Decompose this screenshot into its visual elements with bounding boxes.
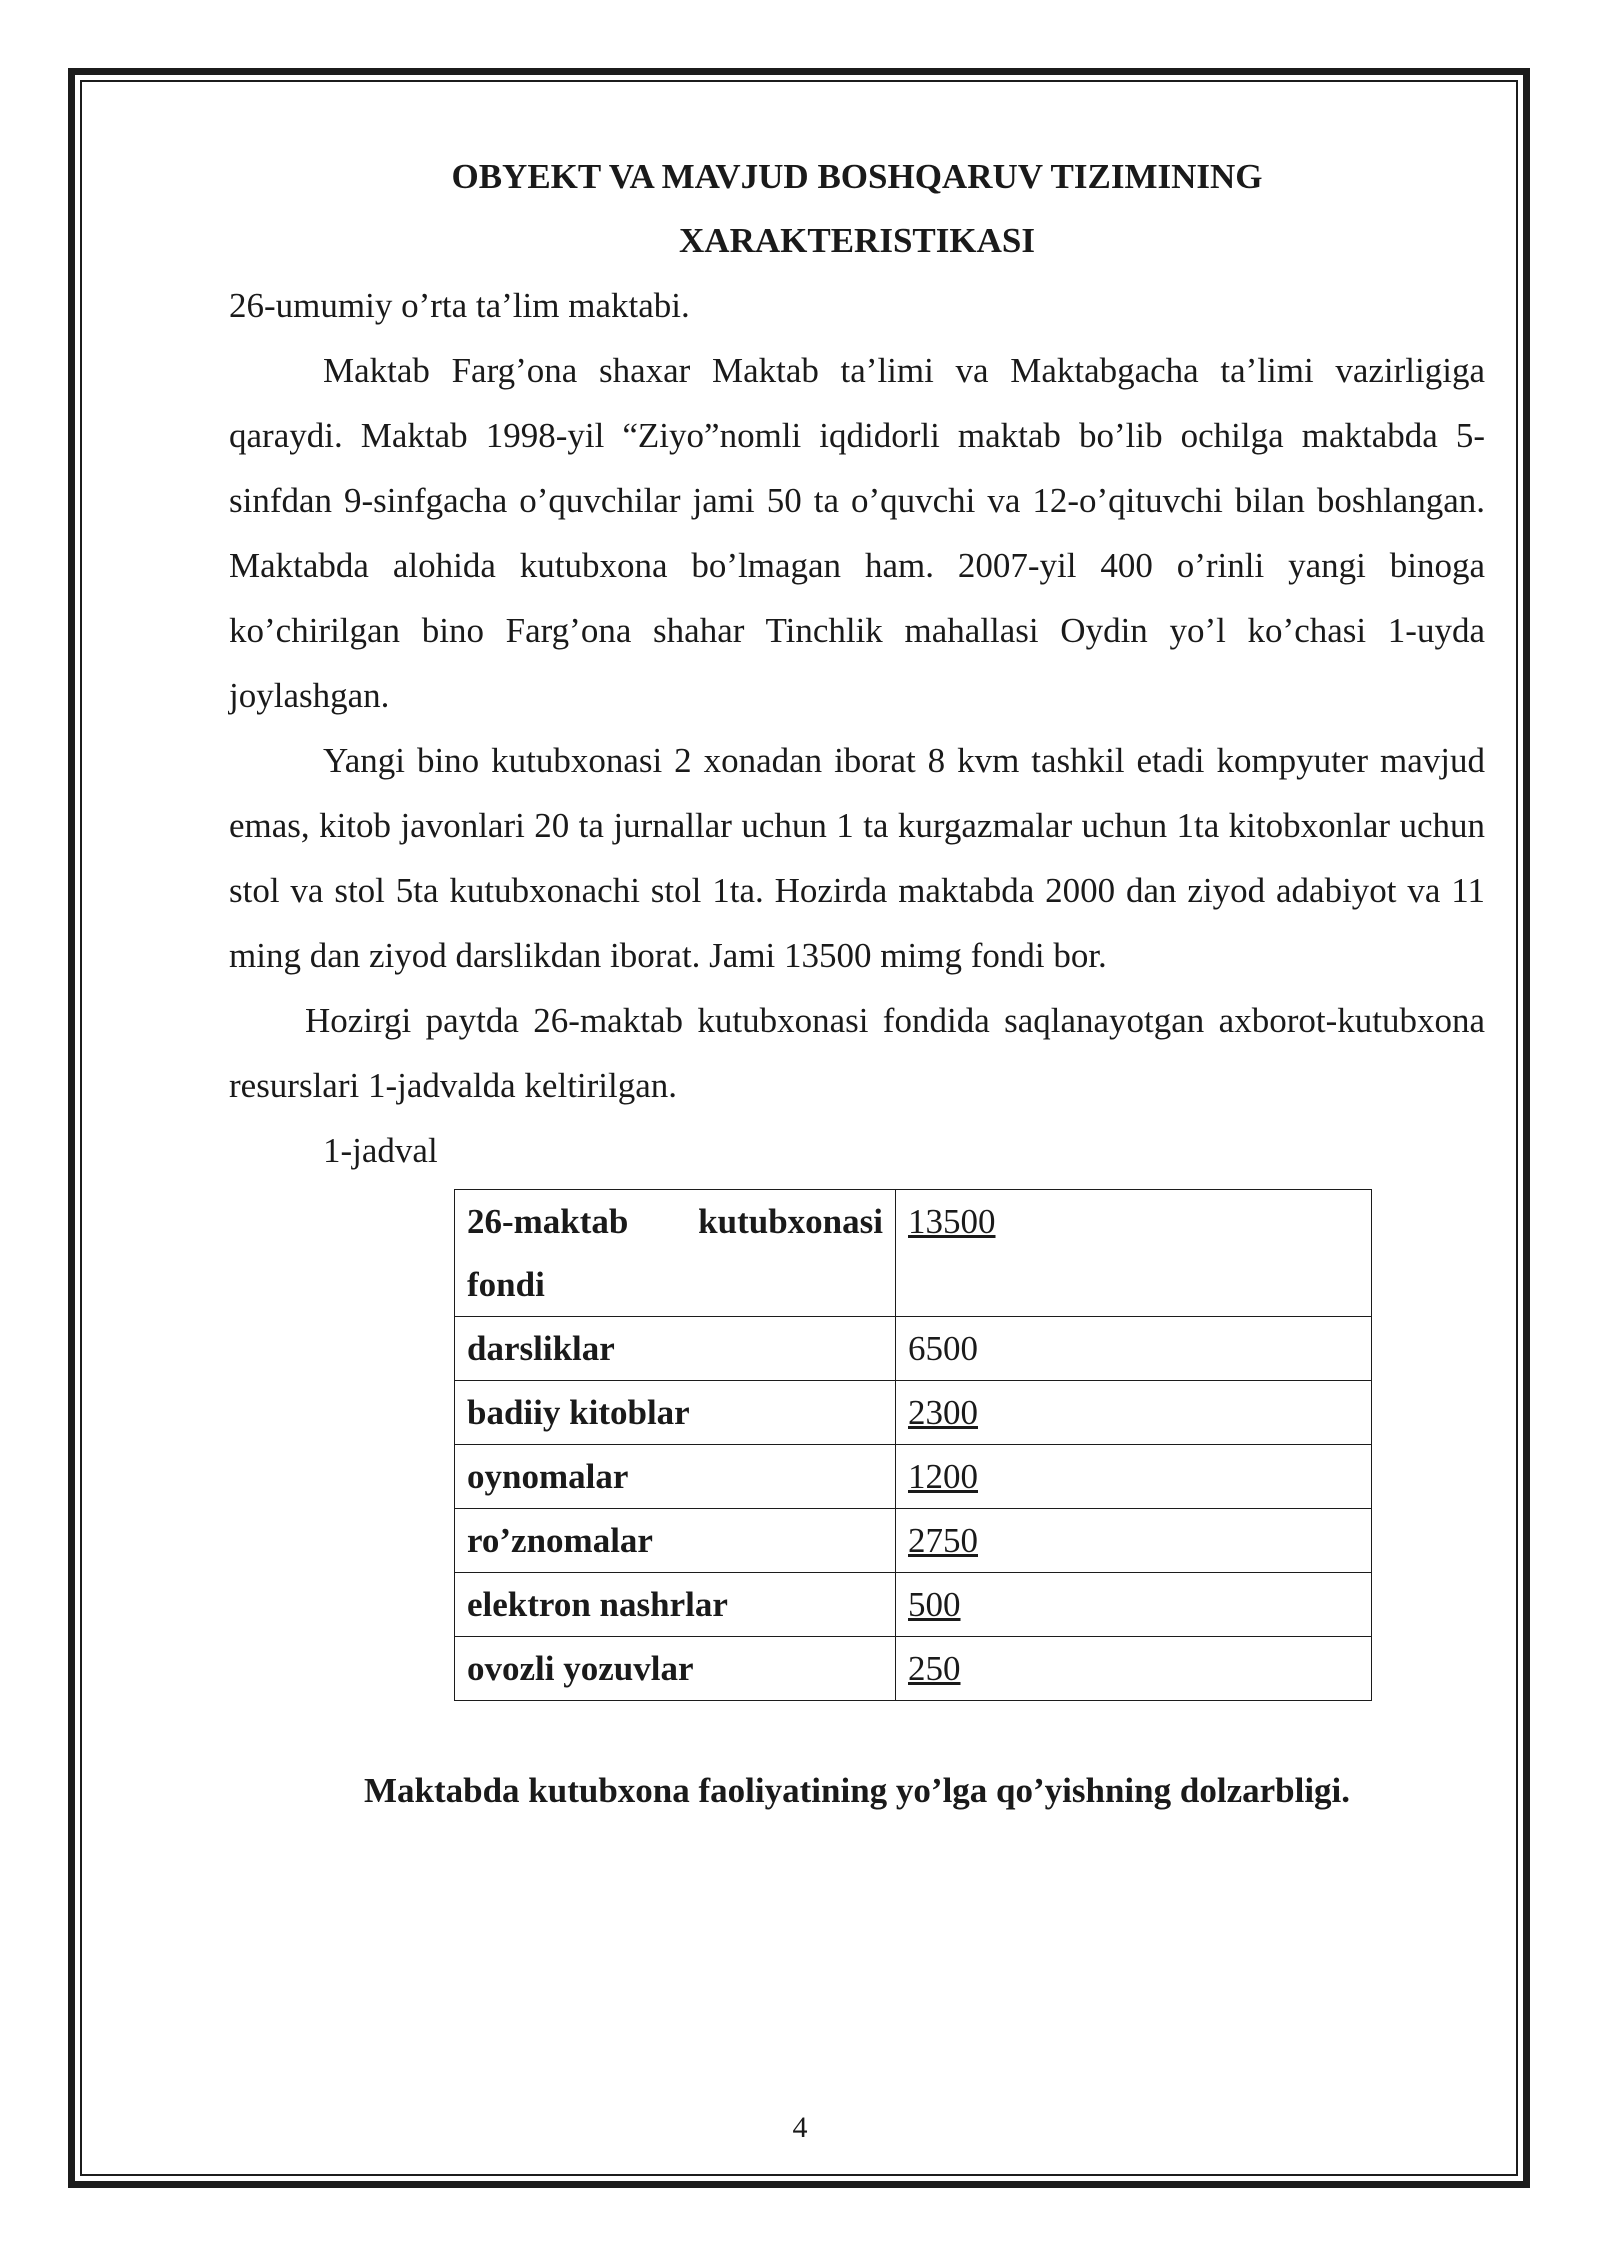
section-heading: Maktabda kutubxona faoliyatining yo’lga qo’yishning dolzarbligi. — [363, 1771, 1351, 1810]
table-row — [455, 1573, 1372, 1637]
table-cell-value: 1200 — [896, 1445, 1372, 1509]
table-caption: 1-jadval — [323, 1131, 438, 1170]
table-row — [455, 1381, 1372, 1445]
table-row — [455, 1317, 1372, 1381]
table-cell-value: 6500 — [896, 1317, 1372, 1381]
paragraph-3: Hozirgi paytda 26-maktab kutubxonasi fondida saqlanayotgan axborot-kutubxona resurslari 1-jadvalda keltirilgan. — [229, 1001, 1485, 1105]
table-cell-value: 2300 — [896, 1381, 1372, 1445]
table-cell-label: ovozli yozuvlar — [455, 1637, 896, 1701]
table-cell-label: elektron nashrlar — [455, 1573, 896, 1637]
table-cell-label: 26-maktab kutubxonasi fondi — [455, 1190, 896, 1317]
table-cell-label: oynomalar — [455, 1445, 896, 1509]
paragraph-1: Maktab Farg’ona shaxar Maktab ta’limi va Maktabgacha ta’limi vazirligiga qaraydi. Maktab 1998-yil “Ziyo”nomli iqdidorli maktab bo’lib ochilga maktabda 5-sinfdan 9-sinfgacha o’quvchilar jami 50 ta o’quvchi va 12-o’qituvchi bilan boshlangan. Maktabda alohida kutubxona bo’lmagan ham. 2007-yil 400 o’rinli yangi binoga ko’chirilgan bino Farg’ona shahar Tinchlik mahallasi Oydin yo’l ko’chasi 1-uyda joylashgan. — [229, 351, 1485, 715]
table-row — [455, 1445, 1372, 1509]
document-title-line2: XARAKTERISTIKASI — [679, 221, 1035, 260]
table-row — [455, 1509, 1372, 1573]
table-row — [455, 1637, 1372, 1701]
library-fund-table — [454, 1189, 1372, 1701]
document-subtitle: 26-umumiy o’rta ta’lim maktabi. — [229, 286, 690, 325]
table-cell-value: 250 — [896, 1637, 1372, 1701]
table-cell-label: darsliklar — [455, 1317, 896, 1381]
page-number: 4 — [792, 2111, 808, 2144]
page-content — [229, 145, 1485, 1823]
table-cell-value: 2750 — [896, 1509, 1372, 1573]
table-cell-value: 500 — [896, 1573, 1372, 1637]
table-cell-label: badiiy kitoblar — [455, 1381, 896, 1445]
table-cell-label: ro’znomalar — [455, 1509, 896, 1573]
paragraph-2: Yangi bino kutubxonasi 2 xonadan iborat 8 kvm tashkil etadi kompyuter mavjud emas, kitob javonlari 20 ta jurnallar uchun 1 ta kurgazmalar uchun 1ta kitobxonlar uchun stol va stol 5ta kutubxonachi stol 1ta. Hozirda maktabda 2000 dan ziyod adabiyot va 11 ming dan ziyod darslikdan iborat. Jami 13500 mimg fondi bor. — [229, 741, 1485, 975]
document-title-line1: OBYEKT VA MAVJUD BOSHQARUV TIZIMINING — [451, 157, 1263, 196]
table-row — [455, 1190, 1372, 1317]
table-cell-value: 13500 — [896, 1190, 1372, 1317]
